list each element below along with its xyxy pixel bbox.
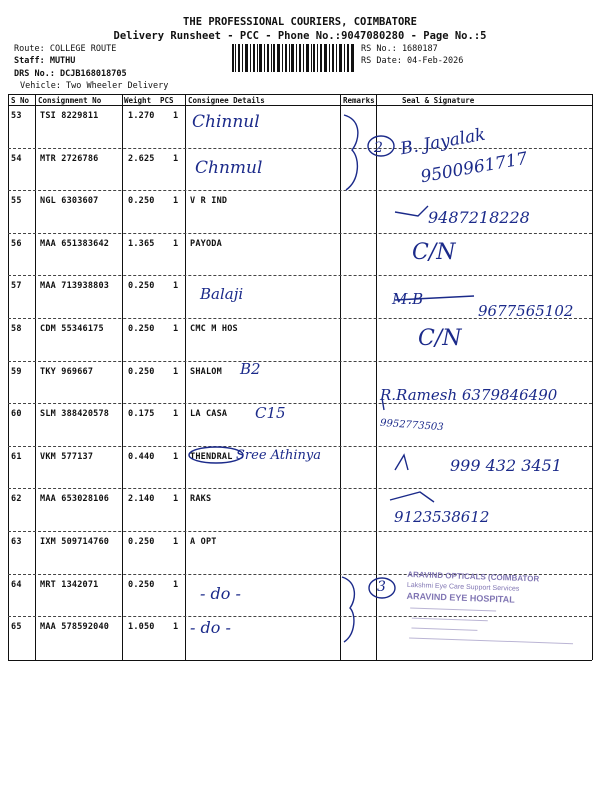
row-consignee: V R IND [190,196,228,207]
handwritten-signature: M.B [392,290,424,308]
row-pcs: 1 [173,281,179,292]
rs-date: RS Date: 04-Feb-2026 [361,56,464,66]
stamp-line: Lakshmi Eye Care Support Services [406,581,520,593]
drs-number: DRS No.: DCJB168018705 [14,69,127,79]
row-pcs: 1 [173,622,179,633]
row-divider [8,488,592,489]
row-pcs: 1 [173,494,179,505]
row-weight: 2.140 [128,494,155,505]
remark-count: 2 [374,140,383,156]
row-pcs: 1 [173,324,179,334]
row-divider [8,233,592,234]
row-consignment-no: TSI 8229811 [40,111,99,121]
row-sno: 57 [11,281,22,292]
row-divider [8,361,592,362]
row-sno: 65 [11,622,22,633]
row-weight: 0.250 [128,196,155,207]
handwritten-cn: C/N [412,240,456,265]
handwritten-phone: 9500961717 [419,148,530,188]
row-weight: 1.270 [128,111,155,121]
row-pcs: 1 [173,153,179,164]
row-consignment-no: MAA 653028106 [40,494,110,505]
row-weight: 0.175 [128,409,155,420]
row-consignee: RAKS [190,494,212,505]
row-consignment-no: IXM 509714760 [40,537,110,547]
handwritten-consignee: C15 [255,404,286,422]
row-sno: 63 [11,537,22,547]
handwritten-signature: B. Jayalak [398,124,487,160]
row-divider [8,148,592,149]
row-consignee: A OPT [190,537,217,547]
row-consignment-no: NGL 6303607 [40,196,99,207]
row-pcs: 1 [173,579,179,590]
row-consignee: THENDRAL [190,451,233,462]
handwritten-phone: 999 432 3451 [450,456,562,475]
col-border [340,94,341,660]
handwritten-cn: C/N [418,326,462,351]
row-sno: 62 [11,494,22,505]
row-sno: 60 [11,409,22,420]
row-divider [8,275,592,276]
handwritten-consignee: B2 [240,360,261,378]
row-consignment-no: TKY 969667 [40,366,94,377]
handwritten-consignee: - do - [200,584,241,603]
row-consignment-no: MTR 2726786 [40,153,99,164]
row-pcs: 1 [173,196,179,207]
rs-number: RS No.: 1680187 [361,44,438,54]
row-consignment-no: MAA 578592040 [40,622,110,633]
row-consignment-no: MAA 713938803 [40,281,110,292]
handwritten-phone: R.Ramesh 6379846490 [380,386,558,404]
col-header-remarks: Remarks [343,96,375,105]
table-header-line [8,105,592,106]
row-sno: 54 [11,153,22,164]
row-consignee: PAYODA [190,238,222,249]
row-consignment-no: SLM 388420578 [40,409,110,420]
runsheet-subtitle: Delivery Runsheet - PCC - Phone No.:9047080280 - Page No.:5 [113,30,487,42]
company-title: THE PROFESSIONAL COURIERS, COIMBATORE [183,16,417,28]
row-weight: 0.250 [128,324,155,334]
row-consignment-no: MRT 1342071 [40,579,99,590]
row-pcs: 1 [173,238,179,249]
table-top-line [8,94,592,95]
col-header-consignment: Consignment No [38,96,102,105]
row-consignee: LA CASA [190,409,228,420]
row-pcs: 1 [173,451,179,462]
row-weight: 0.250 [128,579,155,590]
handwritten-consignee: Balaji [200,285,244,303]
handwritten-phone: 9952773503 [379,417,444,434]
row-pcs: 1 [173,111,179,121]
col-header-weight: Weight [124,96,152,105]
row-consignee: SHALOM [190,366,222,377]
stamp-line: ARAVIND EYE HOSPITAL [406,590,515,605]
row-weight: 1.365 [128,238,155,249]
row-sno: 59 [11,366,22,377]
row-weight: 0.440 [128,451,155,462]
row-pcs: 1 [173,366,179,377]
handwritten-consignee: Chnmul [195,158,263,178]
row-sno: 56 [11,238,22,249]
handwritten-phone: 9677565102 [478,302,574,320]
col-header-seal: Seal & Signature [402,96,475,105]
col-border [376,94,377,660]
row-weight: 2.625 [128,153,155,164]
handwritten-phone: 9123538612 [394,508,490,526]
stamp-line: ARAVIND OPTICALS (COIMBATOR [407,569,540,584]
col-border [185,94,186,660]
col-border [592,94,593,660]
row-consignee: CMC M HOS [190,324,238,334]
row-consignment-no: MAA 651383642 [40,238,110,249]
handwritten-phone: 9487218228 [428,208,530,227]
hospital-stamp [405,569,588,659]
col-header-consignee: Consignee Details [188,96,265,105]
col-border [122,94,123,660]
row-weight: 0.250 [128,366,155,377]
row-divider [8,446,592,447]
row-pcs: 1 [173,409,179,420]
row-divider [8,531,592,532]
row-consignment-no: VKM 577137 [40,451,94,462]
col-header-sno: S No [11,96,30,105]
col-border [35,94,36,660]
row-pcs: 1 [173,537,179,547]
remark-count: 3 [377,579,386,595]
col-border [8,94,9,660]
row-weight: 0.250 [128,281,155,292]
row-sno: 64 [11,579,22,590]
row-sno: 53 [11,111,22,121]
handwritten-consignee: - do - [190,618,231,637]
row-sno: 61 [11,451,22,462]
row-sno: 58 [11,324,22,334]
row-weight: 1.050 [128,622,155,633]
route-label: Route: COLLEGE ROUTE [14,44,117,54]
handwritten-consignee: Sree Athinya [236,448,322,463]
stamp-smudge [405,602,576,652]
barcode-image [232,44,354,72]
row-sno: 55 [11,196,22,207]
staff-label: Staff: MUTHU [14,56,76,66]
handwritten-consignee: Chinnul [192,112,260,132]
vehicle-label: Vehicle: Two Wheeler Delivery [20,81,169,91]
table-bottom-line [8,660,592,661]
row-weight: 0.250 [128,537,155,547]
row-consignment-no: CDM 55346175 [40,324,104,334]
col-header-pcs: PCS [160,96,174,105]
row-divider [8,190,592,191]
